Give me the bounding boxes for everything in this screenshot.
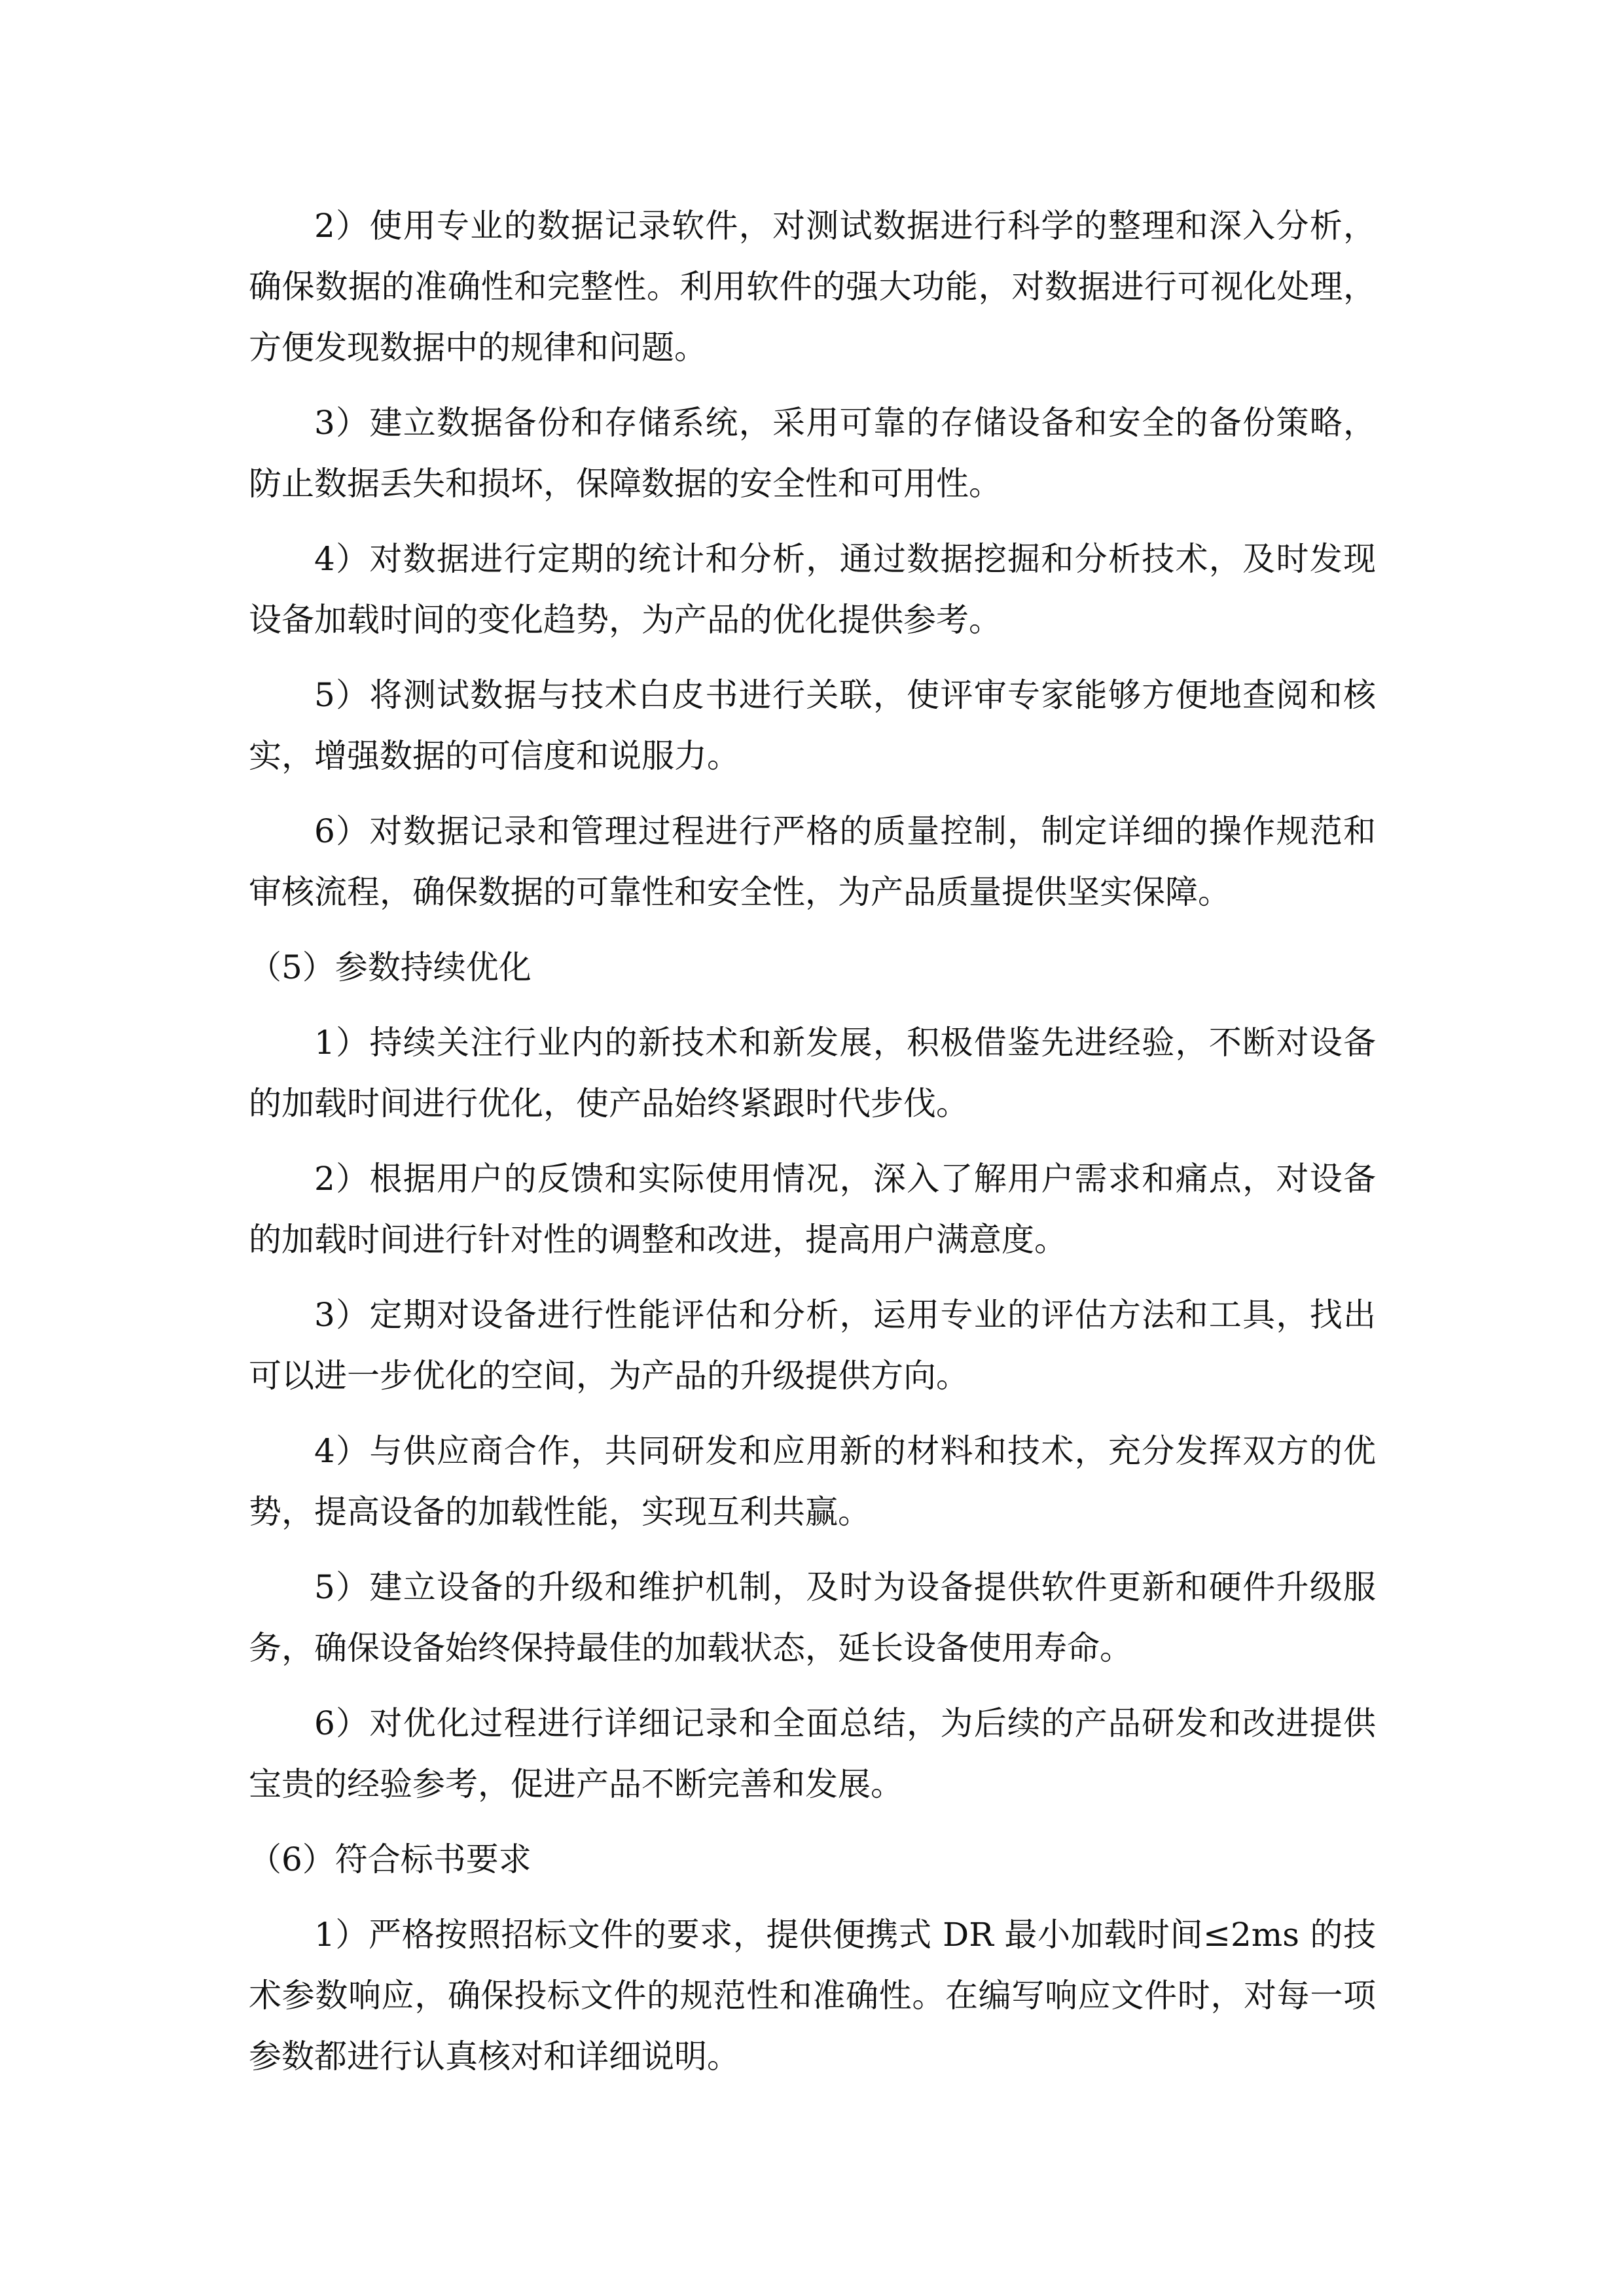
paragraph-supplier-cooperation: 4）与供应商合作，共同研发和应用新的材料和技术，充分发挥双方的优势，提高设备的加载性能，实现互利共赢。 <box>249 1432 1376 1531</box>
section-heading-continuous-optimization: （5）参数持续优化 <box>249 948 532 986</box>
section-heading-tender-compliance: （6）符合标书要求 <box>249 1840 532 1878</box>
paragraph-optimization-record: 6）对优化过程进行详细记录和全面总结，为后续的产品研发和改进提供宝贵的经验参考，促进产品不断完善和发展。 <box>249 1704 1376 1803</box>
paragraph-whitepaper-link: 5）将测试数据与技术白皮书进行关联，使评审专家能够方便地查阅和核实，增强数据的可信度和说服力。 <box>249 676 1376 775</box>
document-page <box>249 196 1376 2102</box>
paragraph-upgrade-maintenance: 5）建立设备的升级和维护机制，及时为设备提供软件更新和硬件升级服务，确保设备始终保持最佳的加载状态，延长设备使用寿命。 <box>249 1568 1376 1667</box>
paragraph-tender-response: 1）严格按照招标文件的要求，提供便携式 DR 最小加载时间≤2ms 的技术参数响应，确保投标文件的规范性和准确性。在编写响应文件时，对每一项参数都进行认真核对和详细说明。 <box>249 1916 1376 2075</box>
paragraph-quality-control: 6）对数据记录和管理过程进行严格的质量控制，制定详细的操作规范和审核流程，确保数据的可靠性和安全性，为产品质量提供坚实保障。 <box>249 812 1376 911</box>
paragraph-data-backup: 3）建立数据备份和存储系统，采用可靠的存储设备和安全的备份策略，防止数据丢失和损坏，保障数据的安全性和可用性。 <box>249 404 1376 503</box>
paragraph-performance-eval: 3）定期对设备进行性能评估和分析，运用专业的评估方法和工具，找出可以进一步优化的空间，为产品的升级提供方向。 <box>249 1296 1376 1395</box>
paragraph-user-feedback: 2）根据用户的反馈和实际使用情况，深入了解用户需求和痛点，对设备的加载时间进行针对性的调整和改进，提高用户满意度。 <box>249 1160 1376 1259</box>
paragraph-data-analysis: 4）对数据进行定期的统计和分析，通过数据挖掘和分析技术，及时发现设备加载时间的变化趋势，为产品的优化提供参考。 <box>249 540 1376 639</box>
paragraph-new-tech: 1）持续关注行业内的新技术和新发展，积极借鉴先进经验，不断对设备的加载时间进行优化，使产品始终紧跟时代步伐。 <box>249 1024 1376 1122</box>
paragraph-data-software: 2）使用专业的数据记录软件，对测试数据进行科学的整理和深入分析，确保数据的准确性和完整性。利用软件的强大功能，对数据进行可视化处理，方便发现数据中的规律和问题。 <box>249 207 1376 367</box>
